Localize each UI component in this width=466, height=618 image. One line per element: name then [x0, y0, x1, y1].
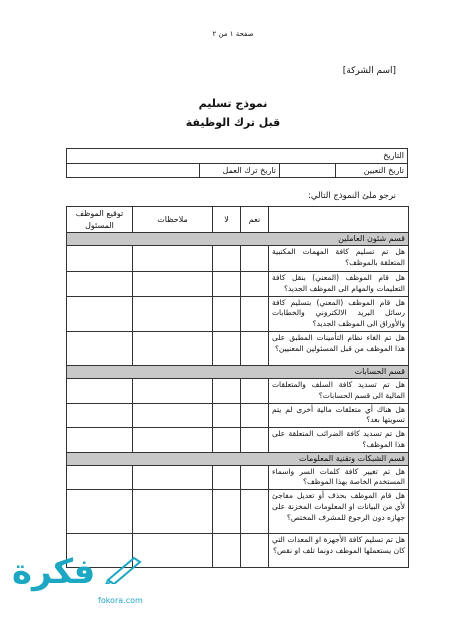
signature-cell[interactable] [67, 465, 133, 490]
hire-date-value[interactable] [280, 163, 336, 178]
question-text: هل تم تسليم كافة المهمات المكتبية المتعلقة بالموظف؟ [269, 245, 409, 271]
question-row [67, 271, 409, 296]
question-text: هل قام الموظف (المعني) بتسليم كافة رسائل البريد الالكتروني والخطابات والأوراق الى الموظف الجديد؟ [269, 296, 409, 332]
notes-cell[interactable] [133, 296, 213, 332]
question-row [67, 428, 409, 453]
question-text: هل تم تسديد كافة السلف والمتعلقات المالية الى قسم الحسابات؟ [269, 378, 409, 403]
section-title: قسم شئون العاملين [67, 233, 409, 246]
notes-cell[interactable] [133, 271, 213, 296]
section-row [67, 233, 409, 246]
form-title: نموذج تسليم [198, 97, 268, 110]
notes-cell[interactable] [133, 403, 213, 428]
question-row [67, 378, 409, 403]
notes-cell[interactable] [133, 534, 213, 568]
question-row [67, 403, 409, 428]
no-cell[interactable] [213, 296, 241, 332]
signature-cell[interactable] [67, 245, 133, 271]
signature-cell[interactable] [67, 490, 133, 534]
question-text: هل قام الموظف (المعني) بنقل كافة التعليمات والمهام الى الموظف الجديد؟ [269, 271, 409, 296]
leave-date-value[interactable] [67, 163, 200, 178]
watermark-site: fokora.com [98, 596, 143, 605]
no-cell[interactable] [213, 428, 241, 453]
question-text: هل تم تسليم كافة الأجهزة او المعدات التي كان يستعملها الموظف دونما تلف او نقص؟ [269, 534, 409, 568]
no-cell[interactable] [213, 271, 241, 296]
yes-cell[interactable] [241, 332, 269, 366]
section-row [67, 453, 409, 466]
page-number: صفحة ١ من ٢ [212, 30, 254, 38]
signature-cell[interactable] [67, 332, 133, 366]
question-row [67, 332, 409, 366]
question-text: هل تم تسديد كافة الضرائب المتعلقة على هذا الموظف؟ [269, 428, 409, 453]
info-table [66, 148, 408, 178]
header-signature: توقيع الموظف المسئول [67, 207, 133, 233]
notes-cell[interactable] [133, 428, 213, 453]
hire-date-label: تاريخ التعيين [336, 163, 408, 178]
yes-cell[interactable] [241, 271, 269, 296]
notes-cell[interactable] [133, 245, 213, 271]
yes-cell[interactable] [241, 403, 269, 428]
notes-cell[interactable] [133, 465, 213, 490]
no-cell[interactable] [213, 332, 241, 366]
notes-cell[interactable] [133, 378, 213, 403]
watermark-logo: فكرة [12, 552, 96, 592]
question-text: هل هناك أي متعلقات مالية أخرى لم يتم تسويتها بعد؟ [269, 403, 409, 428]
yes-cell[interactable] [241, 428, 269, 453]
question-text: هل تم الغاء نظام التأمينات المطبق على هذا الموظف من قبل المسئولين المعنيين؟ [269, 332, 409, 366]
yes-cell[interactable] [241, 465, 269, 490]
notes-cell[interactable] [133, 490, 213, 534]
no-cell[interactable] [213, 490, 241, 534]
question-row [67, 245, 409, 271]
table-header-row [67, 207, 409, 233]
signature-cell[interactable] [67, 403, 133, 428]
question-row [67, 490, 409, 534]
signature-cell[interactable] [67, 428, 133, 453]
header-yes: نعم [241, 207, 269, 233]
header-notes: ملاحظات [133, 207, 213, 233]
yes-cell[interactable] [241, 490, 269, 534]
signature-cell[interactable] [67, 271, 133, 296]
yes-cell[interactable] [241, 378, 269, 403]
section-title: قسم الحسابات [67, 366, 409, 379]
question-text: هل قام الموظف بحذف أو تعديل مفاجئ لأي من البيانات او المعلومات المخزنة على جهازه دون الرجوع للمشرف المختص؟ [269, 490, 409, 534]
section-title: قسم الشبكات وتقنية المعلومات [67, 453, 409, 466]
no-cell[interactable] [213, 403, 241, 428]
signature-cell[interactable] [67, 296, 133, 332]
notes-cell[interactable] [133, 332, 213, 366]
yes-cell[interactable] [241, 245, 269, 271]
no-cell[interactable] [213, 465, 241, 490]
company-name: [اسم الشركة] [342, 66, 396, 76]
pen-icon [104, 554, 144, 584]
yes-cell[interactable] [241, 534, 269, 568]
question-row [67, 296, 409, 332]
header-question [269, 207, 409, 233]
header-no: لا [213, 207, 241, 233]
checklist-table [66, 206, 409, 568]
section-row [67, 366, 409, 379]
yes-cell[interactable] [241, 296, 269, 332]
question-row [67, 465, 409, 490]
signature-cell[interactable] [67, 378, 133, 403]
no-cell[interactable] [213, 534, 241, 568]
form-subtitle: قبل ترك الوظيفة [185, 116, 281, 129]
no-cell[interactable] [213, 245, 241, 271]
leave-date-label: تاريخ ترك العمل [200, 163, 280, 178]
question-text: هل تم تغيير كافة كلمات السر واسماء المستخدم الخاصة بهذا الموظف؟ [269, 465, 409, 490]
date-label: التاريخ [67, 149, 408, 164]
intro-text: نرجو ملئ النموذج التالي: [308, 191, 396, 201]
no-cell[interactable] [213, 378, 241, 403]
